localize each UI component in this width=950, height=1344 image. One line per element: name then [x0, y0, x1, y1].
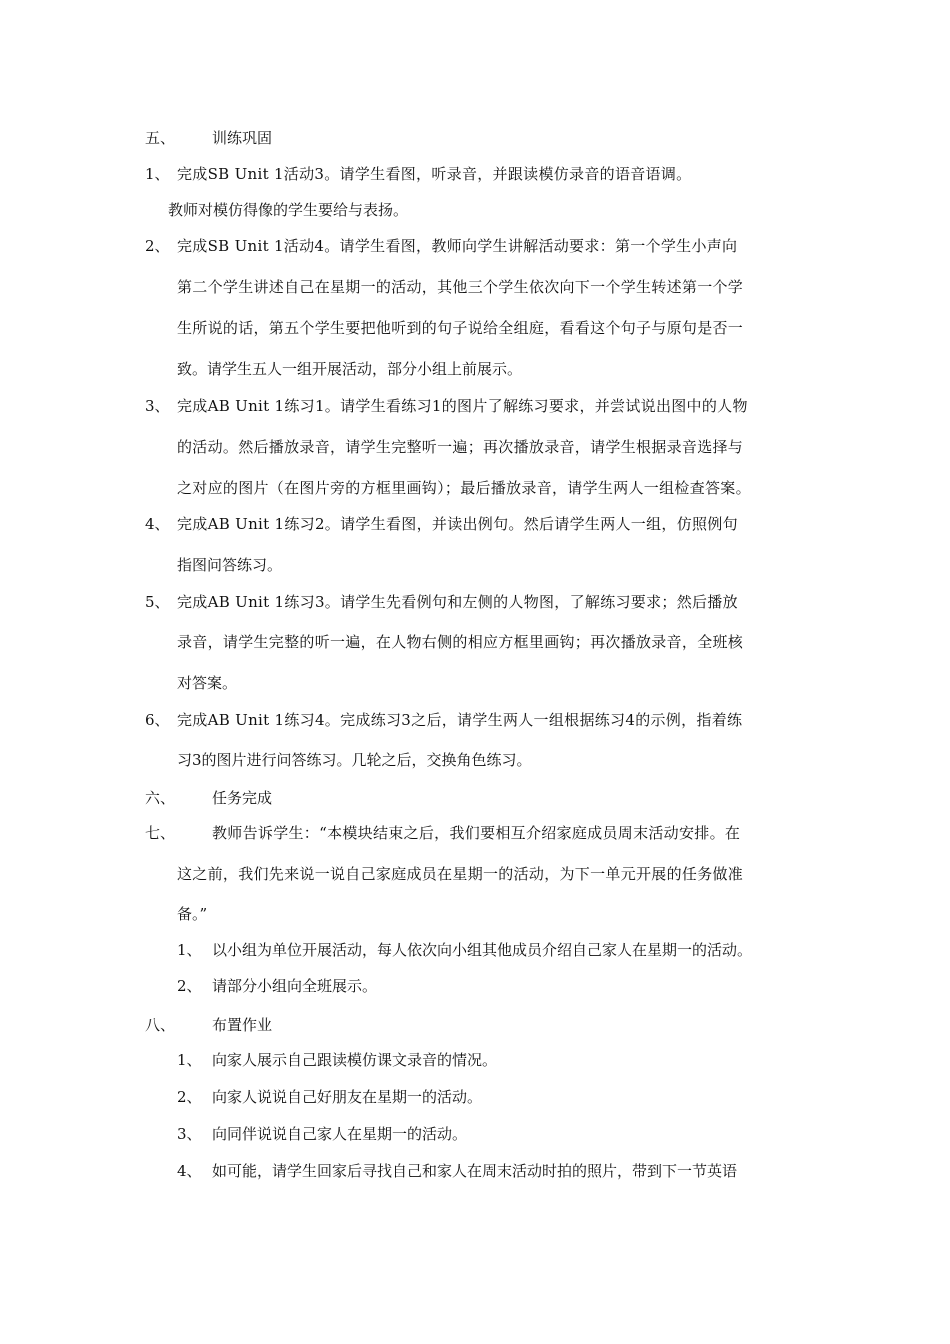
section-text: 备。” — [177, 905, 208, 923]
item-text: 如可能，请学生回家后寻找自己和家人在周末活动时拍的照片，带到下一节英语 — [212, 1162, 738, 1180]
item-text: 第二个学生讲述自己在星期一的活动，其他三个学生依次向下一个学生转述第一个学 — [177, 278, 744, 296]
section-marker: 六、 — [145, 789, 176, 807]
item-number: 4、 — [145, 515, 170, 533]
item-number: 5、 — [145, 593, 170, 611]
section-text: 这之前，我们先来说一说自己家庭成员在星期一的活动，为下一单元开展的任务做准 — [177, 865, 744, 883]
item-text: 请部分小组向全班展示。 — [212, 977, 378, 995]
item-text: 完成AB Unit 1练习3。请学生先看例句和左侧的人物图，了解练习要求；然后播放 — [177, 593, 738, 611]
item-number: 2、 — [177, 1088, 202, 1106]
item-number: 1、 — [177, 941, 202, 959]
item-number: 1、 — [177, 1051, 202, 1069]
item-number: 2、 — [177, 977, 202, 995]
item-text: 向家人说说自己好朋友在星期一的活动。 — [212, 1088, 483, 1106]
item-text: 向同伴说说自己家人在星期一的活动。 — [212, 1125, 468, 1143]
item-number: 3、 — [177, 1125, 202, 1143]
item-number: 3、 — [145, 397, 170, 415]
item-text: 完成SB Unit 1活动4。请学生看图，教师向学生讲解活动要求：第一个学生小声向 — [177, 237, 738, 255]
item-number: 2、 — [145, 237, 170, 255]
item-text: 的活动。然后播放录音，请学生完整听一遍；再次播放录音，请学生根据录音选择与 — [177, 438, 744, 456]
item-text: 完成AB Unit 1练习1。请学生看练习1的图片了解练习要求，并尝试说出图中的人物 — [177, 397, 748, 415]
item-text: 完成SB Unit 1活动3。请学生看图，听录音，并跟读模仿录音的语音语调。 — [177, 165, 692, 183]
item-text: 完成AB Unit 1练习2。请学生看图，并读出例句。然后请学生两人一组，仿照例句 — [177, 515, 738, 533]
item-number: 6、 — [145, 711, 170, 729]
item-text: 完成AB Unit 1练习4。完成练习3之后，请学生两人一组根据练习4的示例，指着练 — [177, 711, 743, 729]
section-title: 任务完成 — [212, 789, 273, 807]
item-text: 教师对模仿得像的学生要给与表扬。 — [168, 201, 409, 219]
item-text: 以小组为单位开展活动，每人依次向小组其他成员介绍自己家人在星期一的活动。 — [212, 941, 753, 959]
item-text: 指图问答练习。 — [177, 556, 283, 574]
item-text: 之对应的图片（在图片旁的方框里画钩）；最后播放录音，请学生两人一组检查答案。 — [177, 479, 751, 497]
section-title: 训练巩固 — [212, 129, 273, 147]
item-text: 向家人展示自己跟读模仿课文录音的情况。 — [212, 1051, 498, 1069]
item-text: 生所说的话，第五个学生要把他听到的句子说给全组庭，看看这个句子与原句是否一 — [177, 319, 744, 337]
section-title: 布置作业 — [212, 1016, 273, 1034]
section-marker: 八、 — [145, 1016, 176, 1034]
item-number: 1、 — [145, 165, 170, 183]
item-number: 4、 — [177, 1162, 202, 1180]
item-text: 录音，请学生完整的听一遍，在人物右侧的相应方框里画钩；再次播放录音，全班核 — [177, 633, 744, 651]
item-text: 习3的图片进行问答练习。几轮之后，交换角色练习。 — [177, 751, 532, 769]
item-text: 致。请学生五人一组开展活动，部分小组上前展示。 — [177, 360, 523, 378]
section-title: 教师告诉学生：“本模块结束之后，我们要相互介绍家庭成员周末活动安排。在 — [212, 824, 741, 842]
section-marker: 七、 — [145, 824, 176, 842]
item-text: 对答案。 — [177, 674, 238, 692]
section-marker: 五、 — [145, 129, 176, 147]
